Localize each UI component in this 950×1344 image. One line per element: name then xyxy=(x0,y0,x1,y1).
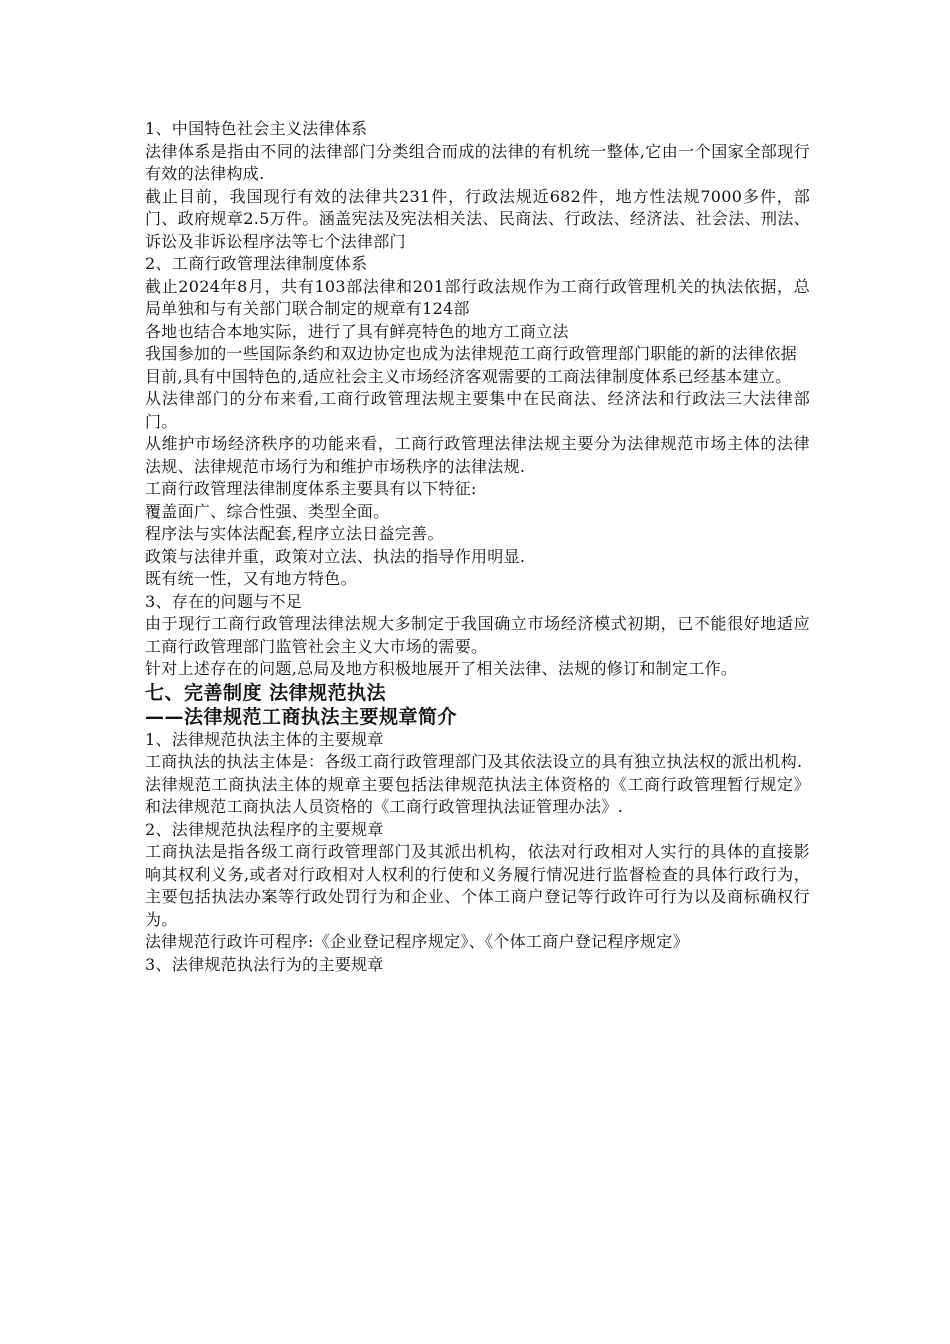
body-paragraph: 工商执法的执法主体是：各级工商行政管理部门及其依法设立的具有独立执法权的派出机构. xyxy=(145,752,803,771)
body-paragraph: 从法律部门的分布来看,工商行政管理法规主要集中在民商法、经济法和行政法三大法律部门。 xyxy=(145,389,810,431)
body-paragraph: 截止2024年8月，共有103部法律和201部行政法规作为工商行政管理机关的执法依据，总局单独和与有关部门联合制定的规章有124部 xyxy=(145,276,810,318)
section-heading: 3、法律规范执法行为的主要规章 xyxy=(145,954,384,974)
section-heading: 3、存在的问题与不足 xyxy=(145,591,303,611)
body-paragraph: 法律规范行政许可程序:《企业登记程序规定》、《个体工商户登记程序规定》 xyxy=(145,932,689,951)
body-paragraph: 从维护市场经济秩序的功能来看，工商行政管理法律法规主要分为法律规范市场主体的法律法规、法律规范市场行为和维护市场秩序的法律法规. xyxy=(145,434,810,476)
body-paragraph: 工商行政管理法律制度体系主要具有以下特征: xyxy=(145,479,477,498)
body-paragraph: 法律体系是指由不同的法律部门分类组合而成的法律的有机统一整体,它由一个国家全部现行有效的法律构成. xyxy=(145,141,810,183)
body-paragraph: 我国参加的一些国际条约和双边协定也成为法律规范工商行政管理部门职能的新的法律依据 xyxy=(145,344,798,363)
body-paragraph: 法律规范工商执法主体的规章主要包括法律规范执法主体资格的《工商行政管理暂行规定》和法律规范工商执法人员资格的《工商行政管理执法证管理办法》. xyxy=(145,774,810,816)
body-paragraph: 目前,具有中国特色的,适应社会主义市场经济客观需要的工商法律制度体系已经基本建立。 xyxy=(145,366,792,386)
section-heading: 2、工商行政管理法律制度体系 xyxy=(145,254,368,273)
list-item: 既有统一性，又有地方特色。 xyxy=(145,569,357,588)
document-page xyxy=(145,118,810,976)
body-paragraph: 各地也结合本地实际，进行了具有鲜亮特色的地方工商立法 xyxy=(145,321,569,341)
chapter-title: 七、完善制度 法律规范执法 xyxy=(145,681,387,704)
section-heading: 1、中国特色社会主义法律体系 xyxy=(145,119,368,138)
chapter-subtitle: ——法律规范工商执法主要规章简介 xyxy=(145,705,458,728)
list-item: 程序法与实体法配套,程序立法日益完善。 xyxy=(145,524,444,543)
list-item: 覆盖面广、综合性强、类型全面。 xyxy=(145,501,390,521)
section-heading: 1、法律规范执法主体的主要规章 xyxy=(145,729,384,749)
list-item: 政策与法律并重，政策对立法、执法的指导作用明显. xyxy=(145,546,526,566)
body-paragraph: 针对上述存在的问题,总局及地方积极地展开了相关法律、法规的修订和制定工作。 xyxy=(145,659,738,678)
body-paragraph: 由于现行工商行政管理法律法规大多制定于我国确立市场经济模式初期，已不能很好地适应工商行政管理部门监管社会主义大市场的需要。 xyxy=(145,614,810,656)
section-heading: 2、法律规范执法程序的主要规章 xyxy=(145,819,384,839)
body-paragraph: 截止目前，我国现行有效的法律共231件，行政法规近682件，地方性法规7000多件，部门、政府规章2.5万件。涵盖宪法及宪法相关法、民商法、行政法、经济法、社会法、刑法、诉讼及非诉讼程序法等七个法律部门 xyxy=(145,186,810,251)
body-paragraph: 工商执法是指各级工商行政管理部门及其派出机构，依法对行政相对人实行的具体的直接影响其权利义务,或者对行政相对人权利的行使和义务履行情况进行监督检查的具体行政行为，主要包括执法办案等行政处罚行为和企业、个体工商户登记等行政许可行为以及商标确权行为。 xyxy=(145,842,810,929)
